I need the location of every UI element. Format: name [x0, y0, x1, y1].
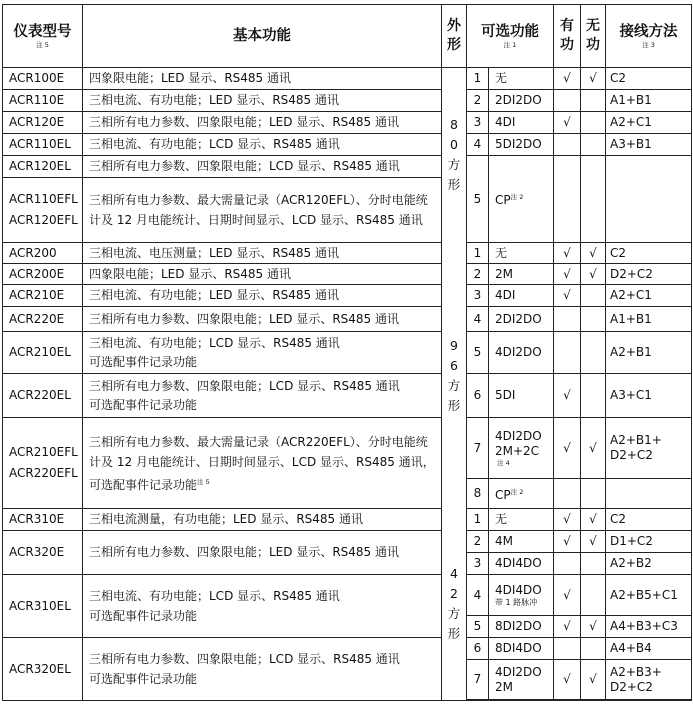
active-check [554, 156, 581, 243]
table-row [3, 531, 692, 553]
reactive-check [581, 134, 606, 156]
table-row [3, 332, 692, 374]
spacer-cell [467, 700, 489, 701]
table-row [3, 285, 692, 307]
table-row [3, 374, 692, 418]
wiring-cell: C2 [606, 243, 692, 264]
option-name: $CP^{注 2}$ [489, 479, 554, 509]
option-index: 6 [467, 374, 489, 418]
header-options-note: 注 1 [503, 40, 517, 49]
function-cell: 三相所有电力参数、四象限电能；LED 显示、RS485 通讯 [83, 112, 442, 134]
wiring-cell: A2+B1+ D2+C2 [606, 418, 692, 479]
table-row [3, 68, 692, 90]
model-cell: ACR210EL [3, 332, 83, 374]
function-cell: 三相电流、有功电能；LED 显示、RS485 通讯 [83, 285, 442, 307]
option-name: 2M [489, 264, 554, 285]
active-check: √ [554, 575, 581, 616]
reactive-check [581, 575, 606, 616]
reactive-check [581, 307, 606, 332]
spacer-cell [554, 700, 581, 701]
model-cell: ACR220EL [3, 374, 83, 418]
model-cell: ACR200E [3, 264, 83, 285]
table-row [3, 112, 692, 134]
active-check [554, 134, 581, 156]
model-cell: ACR100E [3, 68, 83, 90]
option-index: 7 [467, 418, 489, 479]
option-name: 2DI2DO [489, 90, 554, 112]
option-index: 5 [467, 156, 489, 243]
active-check: √ [554, 374, 581, 418]
function-note: 注 5 [197, 477, 210, 486]
function-cell: 三相电流、电压测量；LED 显示、RS485 通讯 [83, 243, 442, 264]
option-index: 2 [467, 531, 489, 553]
function-cell: 三相所有电力参数、四象限电能；LED 显示、RS485 通讯 [83, 307, 442, 332]
table-row [3, 307, 692, 332]
option-index: 2 [467, 90, 489, 112]
reactive-check [581, 479, 606, 509]
shape-cell-96: 9 6 方 形 [442, 243, 467, 509]
reactive-check: √ [581, 509, 606, 531]
option-index: 8 [467, 479, 489, 509]
function-cell: 三相所有电力参数、四象限电能；LCD 显示、RS485 通讯 可选配事件记录功能 [83, 638, 442, 701]
wiring-cell: A2+B3+ D2+C2 [606, 660, 692, 700]
wiring-cell: A3+C1 [606, 374, 692, 418]
table-row [3, 134, 692, 156]
wiring-cell: A2+C1 [606, 285, 692, 307]
reactive-check [581, 156, 606, 243]
table-row [3, 418, 692, 479]
active-check [554, 307, 581, 332]
spacer-cell [489, 700, 554, 701]
option-index: 3 [467, 553, 489, 575]
header-options: 可选功能 注 1 [467, 5, 554, 68]
header-reactive: 无功 [581, 5, 606, 68]
model-cell: ACR220E [3, 307, 83, 332]
table-row [3, 243, 692, 264]
function-cell: 四象限电能；LED 显示、RS485 通讯 [83, 264, 442, 285]
function-cell: 三相电流、有功电能；LCD 显示、RS485 通讯 [83, 134, 442, 156]
header-model-note: 注 5 [36, 40, 49, 49]
option-note: 注 4 [497, 459, 510, 467]
option-index: 4 [467, 134, 489, 156]
option-name: 无 [489, 509, 554, 531]
option-name: 4DI2DO 2M [489, 660, 554, 700]
active-check: √ [554, 616, 581, 638]
header-wiring: 接线方法 注 3 [606, 5, 692, 68]
active-check [554, 638, 581, 660]
product-spec-table [2, 4, 692, 701]
active-check: √ [554, 660, 581, 700]
option-index: 1 [467, 68, 489, 90]
wiring-cell: C2 [606, 509, 692, 531]
header-wiring-note: 注 3 [642, 40, 655, 49]
table-row [3, 90, 692, 112]
function-cell: 三相电流、有功电能；LED 显示、RS485 通讯 [83, 90, 442, 112]
option-name: 4M [489, 531, 554, 553]
reactive-check: √ [581, 616, 606, 638]
reactive-check [581, 112, 606, 134]
option-index: 6 [467, 638, 489, 660]
active-check [554, 479, 581, 509]
active-check: √ [554, 531, 581, 553]
option-name: 8DI2DO [489, 616, 554, 638]
model-cell: ACR120E [3, 112, 83, 134]
function-cell: 三相所有电力参数、最大需量记录（ACR220EFL）、分时电能统计及 12 月电能统计、日期时间显示、LCD 显示、RS485 通讯，可选配事件记录功能$^{注 5}$ [83, 418, 442, 509]
model-cell: ACR310EL [3, 575, 83, 638]
reactive-check [581, 90, 606, 112]
option-name: 5DI [489, 374, 554, 418]
reactive-check: √ [581, 660, 606, 700]
wiring-cell: C2 [606, 68, 692, 90]
model-cell: ACR320EL [3, 638, 83, 701]
reactive-check [581, 374, 606, 418]
wiring-cell: A2+B1 [606, 332, 692, 374]
model-cell: ACR210E [3, 285, 83, 307]
option-index: 5 [467, 332, 489, 374]
function-cell: 三相电流、有功电能；LCD 显示、RS485 通讯 可选配事件记录功能 [83, 575, 442, 638]
spacer-cell [581, 700, 606, 701]
header-model: 仪表型号 注 5 [3, 5, 83, 68]
option-name: 5DI2DO [489, 134, 554, 156]
model-cell: ACR310E [3, 509, 83, 531]
header-row [3, 5, 692, 68]
wiring-cell: A2+B2 [606, 553, 692, 575]
model-cell: ACR320E [3, 531, 83, 575]
active-check: √ [554, 112, 581, 134]
function-cell: 三相电流测量，有功电能；LED 显示、RS485 通讯 [83, 509, 442, 531]
model-cell: ACR110EL [3, 134, 83, 156]
table-row [3, 264, 692, 285]
header-shape: 外形 [442, 5, 467, 68]
function-cell: 三相所有电力参数、四象限电能；LCD 显示、RS485 通讯 [83, 156, 442, 178]
option-name: 无 [489, 68, 554, 90]
model-cell: ACR200 [3, 243, 83, 264]
function-cell: 三相所有电力参数、最大需量记录（ACR120EFL）、分时电能统计及 12 月电能统计、日期时间显示、LCD 显示、RS485 通讯 [83, 178, 442, 243]
reactive-check: √ [581, 418, 606, 479]
table-row [3, 638, 692, 660]
option-name: 4DI2DO 2M+2C 注 4 [489, 418, 554, 479]
option-name: 无 [489, 243, 554, 264]
function-cell: 三相所有电力参数、四象限电能；LCD 显示、RS485 通讯 可选配事件记录功能 [83, 374, 442, 418]
spacer-cell [606, 700, 692, 701]
option-name: 4DI2DO [489, 332, 554, 374]
model-cell: ACR110E [3, 90, 83, 112]
option-index: 1 [467, 509, 489, 531]
option-name: 4DI4DO [489, 553, 554, 575]
table-row [3, 509, 692, 531]
reactive-check [581, 638, 606, 660]
active-check: √ [554, 509, 581, 531]
model-cell: ACR110EFL ACR120EFL [3, 178, 83, 243]
function-cell: 三相电流、有功电能；LCD 显示、RS485 通讯 可选配事件记录功能 [83, 332, 442, 374]
option-index: 5 [467, 616, 489, 638]
wiring-cell [606, 156, 692, 243]
active-check [554, 553, 581, 575]
wiring-cell: A4+B3+C3 [606, 616, 692, 638]
active-check: √ [554, 285, 581, 307]
option-subtext: 带 1 路脉冲 [495, 597, 538, 607]
active-check: √ [554, 264, 581, 285]
wiring-cell: D1+C2 [606, 531, 692, 553]
option-note: 注 2 [510, 487, 524, 496]
header-active: 有功 [554, 5, 581, 68]
wiring-cell: A3+B1 [606, 134, 692, 156]
active-check [554, 90, 581, 112]
active-check [554, 332, 581, 374]
reactive-check [581, 553, 606, 575]
option-index: 4 [467, 307, 489, 332]
header-function: 基本功能 [83, 5, 442, 68]
option-name: 8DI4DO [489, 638, 554, 660]
option-index: 2 [467, 264, 489, 285]
wiring-cell: A2+B5+C1 [606, 575, 692, 616]
active-check: √ [554, 68, 581, 90]
model-cell: ACR120EL [3, 156, 83, 178]
option-index: 4 [467, 575, 489, 616]
reactive-check: √ [581, 531, 606, 553]
function-cell: 三相所有电力参数、四象限电能；LED 显示、RS485 通讯 [83, 531, 442, 575]
shape-cell-80: 8 0 方 形 [442, 68, 467, 243]
option-name: 4DI [489, 285, 554, 307]
active-check: √ [554, 418, 581, 479]
option-name: $CP^{注 2}$ [489, 156, 554, 243]
option-index: 7 [467, 660, 489, 700]
option-name: 2DI2DO [489, 307, 554, 332]
wiring-cell [606, 479, 692, 509]
wiring-cell: A1+B1 [606, 90, 692, 112]
table-row [3, 575, 692, 616]
active-check: √ [554, 243, 581, 264]
reactive-check [581, 285, 606, 307]
option-name: 4DI [489, 112, 554, 134]
function-cell: 四象限电能；LED 显示、RS485 通讯 [83, 68, 442, 90]
option-note: 注 2 [510, 193, 524, 201]
shape-cell-42: 4 2 方 形 [442, 509, 467, 701]
reactive-check: √ [581, 264, 606, 285]
wiring-cell: A4+B4 [606, 638, 692, 660]
reactive-check [581, 332, 606, 374]
reactive-check: √ [581, 68, 606, 90]
reactive-check: √ [581, 243, 606, 264]
wiring-cell: A2+C1 [606, 112, 692, 134]
option-index: 1 [467, 243, 489, 264]
model-cell: ACR210EFL ACR220EFL [3, 418, 83, 509]
table-row [3, 156, 692, 178]
option-index: 3 [467, 285, 489, 307]
option-name: 4DI4DO 带 1 路脉冲 [489, 575, 554, 616]
option-index: 3 [467, 112, 489, 134]
wiring-cell: A1+B1 [606, 307, 692, 332]
wiring-cell: D2+C2 [606, 264, 692, 285]
